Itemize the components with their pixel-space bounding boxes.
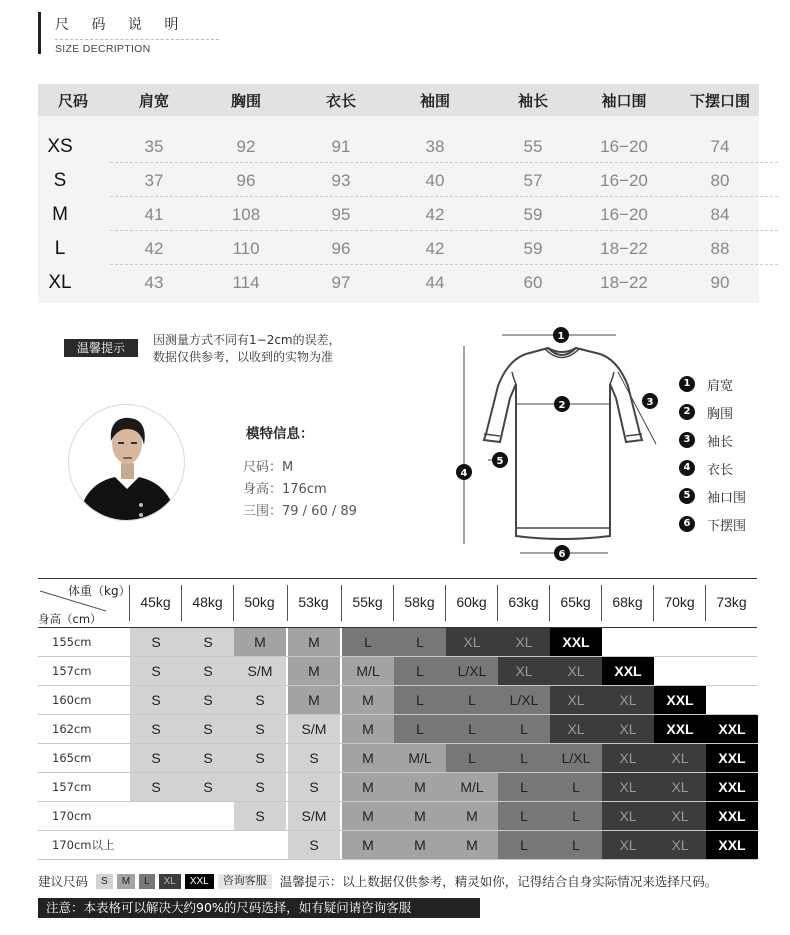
svg-text:4: 4 [460, 468, 468, 479]
size-cell: M/L [446, 773, 498, 801]
size-value: 38 [425, 137, 445, 156]
column-separator [129, 585, 130, 621]
tip-text [153, 332, 341, 366]
size-row [38, 198, 759, 232]
size-value: 88 [710, 239, 730, 258]
size-value: 16−20 [600, 171, 648, 190]
column-separator [549, 585, 550, 621]
model-size: 尺码：M [243, 460, 294, 475]
row-divider [110, 264, 778, 265]
size-cell: L [446, 744, 498, 772]
column-separator [653, 585, 654, 621]
size-cell: M [288, 657, 340, 685]
size-cell: M [446, 802, 498, 830]
weight-header: 45kg [140, 594, 171, 610]
size-cell: M [394, 831, 446, 859]
col-header: 衣长 [325, 91, 357, 110]
size-cell: S [130, 744, 182, 772]
size-legend-row [38, 872, 717, 890]
legend-item [679, 482, 746, 510]
size-cell: S [130, 715, 182, 743]
size-cell: S [130, 657, 182, 685]
size-cell: S [234, 715, 286, 743]
size-value: 59 [523, 239, 543, 258]
size-cell: XXL [602, 657, 654, 685]
size-cell: M/L [342, 657, 394, 685]
size-cell: L [446, 686, 498, 714]
size-table [38, 84, 759, 303]
size-cell: XL [602, 802, 654, 830]
size-cell: L/XL [446, 657, 498, 685]
column-separator [287, 585, 288, 621]
size-value: 59 [523, 205, 543, 224]
size-cell: L [394, 657, 446, 685]
size-cell: XL [654, 831, 706, 859]
size-value: 18−22 [600, 239, 648, 258]
size-cell: XL [446, 628, 498, 656]
footer-note: 温馨提示：以上数据仅供参考，精灵如你，记得结合自身实际情况来选择尺码。 [279, 874, 718, 889]
size-cell: S [234, 802, 286, 830]
size-value: 37 [144, 171, 164, 190]
size-value: 16−20 [600, 205, 648, 224]
size-cell: S [234, 744, 286, 772]
size-value: 97 [331, 273, 351, 292]
size-cell: XL [602, 715, 654, 743]
size-value: 55 [523, 137, 543, 156]
size-cell: L [550, 773, 602, 801]
size-cell: M [394, 802, 446, 830]
legend-label: 胸围 [707, 406, 734, 422]
size-cell: S [130, 773, 182, 801]
size-guide-row [38, 715, 757, 744]
size-cell: XL [498, 628, 550, 656]
weight-axis-label: 体重（kg） [68, 584, 131, 598]
size-value: 80 [710, 171, 730, 190]
size-value: 114 [232, 273, 260, 292]
size-value: 57 [523, 171, 543, 190]
diagram-legend [679, 370, 746, 538]
height-label: 160cm [52, 693, 92, 707]
size-cell: L [550, 831, 602, 859]
tip-line: 数据仅供参考，以收到的实物为准 [153, 350, 334, 364]
size-cell: M [342, 686, 394, 714]
size-value: 16−20 [600, 137, 648, 156]
size-cell: L [498, 744, 550, 772]
size-cell: M [342, 831, 394, 859]
size-cell: L [394, 628, 446, 656]
chip-s: S [96, 874, 113, 889]
legend-label: 衣长 [707, 462, 734, 478]
row-divider [110, 230, 778, 231]
legend-item [679, 510, 746, 538]
legend-item [679, 398, 746, 426]
column-separator [705, 585, 706, 621]
size-cell: M [342, 744, 394, 772]
column-separator [393, 585, 394, 621]
marker-4-icon: 4 [679, 460, 695, 476]
size-cell: S/M [288, 802, 340, 830]
legend-label: 袖口围 [707, 490, 747, 506]
size-cell: M [342, 773, 394, 801]
size-value: 43 [144, 273, 164, 292]
legend-label: 肩宽 [707, 378, 734, 394]
chip-xxl: XXL [185, 874, 214, 889]
weight-header: 70kg [664, 594, 695, 610]
size-cell: S [182, 715, 234, 743]
size-value: 96 [331, 239, 351, 258]
size-cell: S [288, 831, 340, 859]
legend-item [679, 454, 746, 482]
size-row [38, 164, 759, 198]
size-cell: S [234, 773, 286, 801]
weight-header: 68kg [612, 594, 643, 610]
size-cell: XL [602, 831, 654, 859]
marker-1-icon: 1 [679, 376, 695, 392]
height-label: 157cm [52, 664, 92, 678]
size-cell: L/XL [498, 686, 550, 714]
size-cell: M [342, 715, 394, 743]
marker-2-icon: 2 [679, 404, 695, 420]
col-header: 袖围 [419, 91, 451, 110]
legend-label: 下摆围 [707, 518, 747, 534]
size-cell: S [288, 773, 340, 801]
chip-m: M [117, 874, 135, 889]
legend-item [679, 426, 746, 454]
size-value: 84 [710, 205, 730, 224]
size-row [38, 130, 759, 164]
size-value: 42 [425, 239, 445, 258]
notice-bar: 注意：本表格可以解决大约90%的尺码选择，如有疑问请咨询客服 [38, 898, 480, 918]
col-header: 袖长 [517, 91, 549, 110]
tip-badge: 温馨提示 [64, 339, 138, 357]
model-height: 身高：176cm [243, 482, 327, 497]
size-value: 108 [231, 205, 261, 224]
size-value: 74 [710, 137, 730, 156]
size-cell: XL [550, 715, 602, 743]
marker-5-icon: 5 [679, 488, 695, 504]
size-cell: XXL [706, 773, 758, 801]
chip-l: L [139, 874, 155, 889]
size-cell: L [394, 715, 446, 743]
size-cell: XL [654, 802, 706, 830]
size-value: 60 [523, 273, 543, 292]
size-cell: S/M [234, 657, 286, 685]
svg-text:6: 6 [558, 549, 566, 560]
size-label: XS [47, 136, 73, 157]
size-cell: M [288, 686, 340, 714]
size-cell: S [182, 686, 234, 714]
size-guide-grid [38, 578, 757, 859]
size-guide-row [38, 831, 757, 860]
size-table-header [38, 84, 759, 116]
weight-header: 73kg [716, 594, 747, 610]
size-label: M [52, 204, 68, 225]
size-cell: L [498, 831, 550, 859]
size-cell: XXL [706, 744, 758, 772]
size-guide-row [38, 657, 757, 686]
section-header [38, 12, 220, 54]
garment-diagram [450, 322, 670, 562]
size-row [38, 266, 759, 300]
size-value: 110 [232, 239, 260, 258]
size-cell: S [288, 744, 340, 772]
size-cell: XXL [654, 686, 706, 714]
height-label: 165cm [52, 751, 92, 765]
legend-item [679, 370, 746, 398]
size-cell: S [182, 744, 234, 772]
col-header: 袖口围 [601, 91, 647, 110]
size-cell: XXL [706, 715, 758, 743]
size-cell: XL [550, 657, 602, 685]
weight-header: 53kg [298, 594, 329, 610]
model-info-title: 模特信息： [246, 426, 314, 442]
tip-line: 因测量方式不同有1−2cm的误差， [153, 333, 341, 347]
size-cell: XL [498, 657, 550, 685]
size-cell: XL [550, 686, 602, 714]
size-cell: XXL [654, 715, 706, 743]
col-header: 尺码 [58, 91, 89, 110]
size-cell: L/XL [550, 744, 602, 772]
size-cell: XXL [706, 831, 758, 859]
suggest-label: 建议尺码 [38, 874, 89, 889]
size-label: XL [48, 272, 72, 293]
col-header: 下摆口围 [689, 91, 751, 110]
size-cell: L [550, 802, 602, 830]
size-cell: XXL [550, 628, 602, 656]
size-cell: S [182, 773, 234, 801]
row-divider [110, 196, 778, 197]
size-cell: M [288, 628, 340, 656]
weight-header: 55kg [352, 594, 383, 610]
weight-header: 60kg [456, 594, 487, 610]
size-cell: XL [602, 686, 654, 714]
size-cell: L [498, 715, 550, 743]
size-cell: XL [654, 773, 706, 801]
size-value: 44 [425, 273, 445, 292]
grid-corner [38, 579, 130, 627]
size-cell: S [182, 628, 234, 656]
weight-header: 48kg [192, 594, 223, 610]
size-row [38, 232, 759, 266]
height-label: 157cm [52, 780, 92, 794]
size-value: 92 [236, 137, 256, 156]
size-value: 35 [144, 137, 164, 156]
size-cell: M [342, 802, 394, 830]
size-cell: L [498, 773, 550, 801]
size-label: S [53, 170, 67, 191]
chip-xl: XL [159, 874, 181, 889]
weight-header: 50kg [244, 594, 275, 610]
svg-text:3: 3 [646, 397, 654, 408]
size-cell: S [130, 628, 182, 656]
size-cell: S [130, 686, 182, 714]
size-value: 42 [144, 239, 164, 258]
size-value: 91 [331, 137, 351, 156]
header-divider [55, 39, 219, 40]
column-separator [497, 585, 498, 621]
size-cell: M [394, 773, 446, 801]
size-cell: L [342, 628, 394, 656]
weight-header: 65kg [560, 594, 591, 610]
size-guide-row [38, 773, 757, 802]
legend-label: 袖长 [707, 434, 734, 450]
column-separator [341, 585, 342, 621]
size-cell: S [234, 686, 286, 714]
size-value: 40 [425, 171, 445, 190]
column-separator [233, 585, 234, 621]
height-label: 162cm [52, 722, 92, 736]
size-guide-row [38, 628, 757, 657]
size-cell: M [446, 831, 498, 859]
size-cell: M [234, 628, 286, 656]
size-value: 18−22 [600, 273, 648, 292]
size-value: 95 [331, 205, 351, 224]
height-label: 155cm [52, 635, 92, 649]
column-separator [445, 585, 446, 621]
svg-text:2: 2 [558, 400, 566, 411]
row-divider [110, 162, 778, 163]
size-cell: M/L [394, 744, 446, 772]
size-value: 42 [425, 205, 445, 224]
height-label: 170cm [52, 809, 92, 823]
svg-text:1: 1 [557, 331, 565, 342]
size-cell: S/M [288, 715, 340, 743]
size-value: 90 [710, 273, 730, 292]
svg-text:5: 5 [496, 456, 504, 467]
section-title: 尺 码 说 明 [55, 17, 188, 33]
height-axis-label: 身高（cm） [38, 612, 102, 626]
size-cell: L [498, 802, 550, 830]
col-header: 胸围 [230, 91, 262, 110]
size-cell: XXL [706, 802, 758, 830]
size-cell: XL [602, 773, 654, 801]
size-cell: S [182, 657, 234, 685]
size-cell: XL [602, 744, 654, 772]
size-value: 41 [144, 205, 164, 224]
marker-3-icon: 3 [679, 432, 695, 448]
size-cell: L [394, 686, 446, 714]
col-header: 肩宽 [138, 91, 170, 110]
section-subtitle: SIZE DECRIPTION [55, 43, 151, 55]
chip-customer-service: 咨询客服 [218, 874, 272, 889]
weight-header: 63kg [508, 594, 539, 610]
weight-header: 58kg [404, 594, 435, 610]
marker-6-icon: 6 [679, 516, 695, 532]
size-label: L [54, 238, 66, 259]
column-separator [601, 585, 602, 621]
size-value: 96 [236, 171, 256, 190]
size-guide-row [38, 802, 757, 831]
height-label: 170cm以上 [52, 838, 115, 852]
size-guide-row [38, 686, 757, 715]
model-measurements: 三围：79 / 60 / 89 [243, 504, 357, 519]
size-cell: XL [654, 744, 706, 772]
size-guide-row [38, 744, 757, 773]
size-cell: L [446, 715, 498, 743]
size-value: 93 [331, 171, 351, 190]
column-separator [181, 585, 182, 621]
model-avatar [68, 404, 185, 521]
